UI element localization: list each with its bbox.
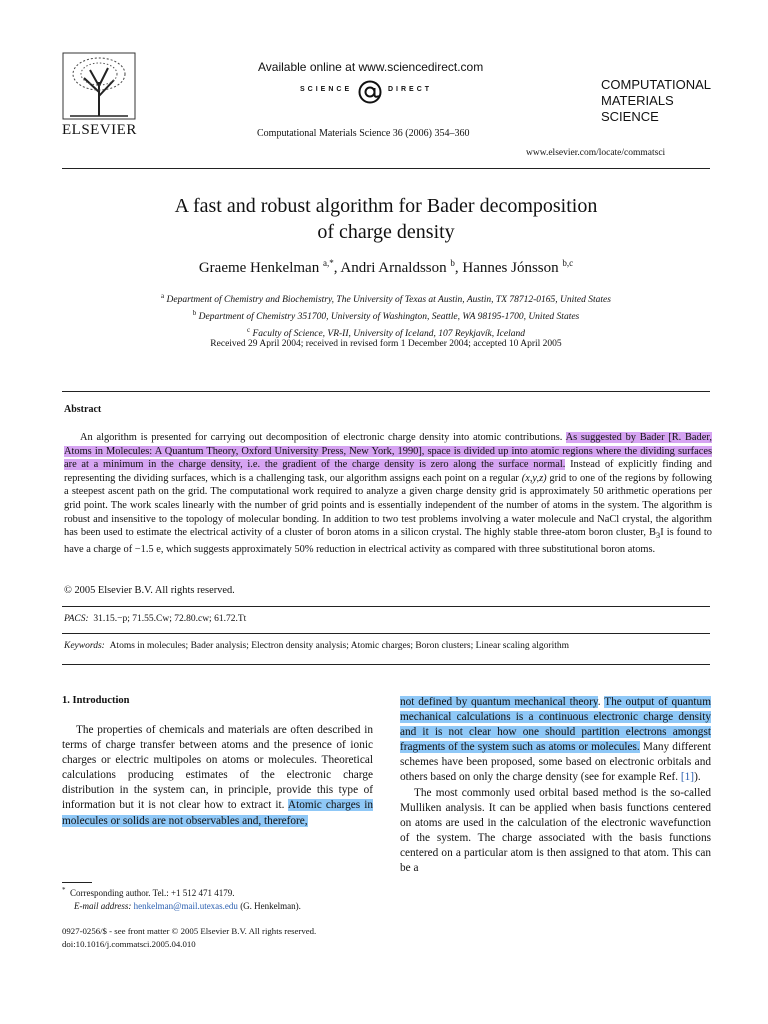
doi-text: doi:10.1016/j.commatsci.2005.04.010 [62,939,196,949]
sciencedirect-logo [300,80,440,104]
author-name: Graeme Henkelman [198,260,320,276]
section-heading-introduction: 1. Introduction [62,695,130,706]
available-online-text: Available online at www.sciencedirect.com [258,60,484,74]
keywords [64,641,569,651]
keywords-values: Atoms in molecules; Bader analysis; Electron density analysis; Atomic charges; Boron clusters; Linear scaling algorithm [109,641,569,651]
text-highlight: not defined by quantum mechanical theory [400,696,598,708]
footnote-line [62,884,382,900]
body-text: ). [694,771,701,784]
title-line: A fast and robust algorithm for Bader decomposition [174,195,598,217]
keywords-divider [62,633,710,634]
text-highlight: Atomic charges in molecules or solids are not observables and, therefore, [62,799,373,827]
journal-name-line: MATERIALS [601,93,674,108]
front-matter-line: 0927-0256/$ - see front matter © 2005 Elsevier B.V. All rights reserved. [62,926,317,936]
publisher-name: ELSEVIER [62,122,137,138]
affiliation-mark: c [247,326,251,335]
affiliation-text: Department of Chemistry 351700, University of Washington, Seattle, WA 98195-1700, United States [198,312,580,323]
grid-symbol: (x,y,z) [521,472,547,484]
abstract-sentence: grid to one of the regions by following a steepest ascent path on the grid. The computational work required to analyze a given charge density grid is approximately 50 arithmetic operations per grid point. The work scales linearly with the number of grid points and is essentially independent of the number of atoms in the system. The algorithm is robust and insensitive to the topology of molecular bonding. In addition to two test problems involving a water molecule and NaCl crystal, the algorithm has been used to estimate the electrical activity of a cluster of boron atoms in a silicon crystal. The highly stable three-atom boron cluster, B [64,472,713,539]
pacs-values: 31.15.−p; 71.55.Cw; 72.80.cw; 61.72.Tt [93,614,247,624]
abstract-sentence: Instead of explicitly finding and representing the dividing surfaces, which is a challenging task, our algorithm assigns each point on a regular [64,459,712,484]
text-highlight: The output of quantum mechanical calculations is a continuous electronic charge density and it is not clear how one should partition electrons amongst fragments of the system such as atoms or molecules. [400,696,711,754]
affiliation-text: Faculty of Science, VR-II, University of Iceland, 107 Reykjavík, Iceland [252,329,525,340]
paragraph: The most commonly used orbital based method is the so-called Mulliken analysis. It can be applied when basis functions centered on atoms are used in the calculation of the electronic wavefunction of the system. The charge associated with the basis functions centered on a particular atom is then assigned to that atom. This can be a [400,786,711,875]
email-link[interactable]: henkelman@mail.utexas.edu [133,901,238,911]
author-separator: , [454,260,463,276]
affiliation-mark: a [161,292,165,300]
author-list [62,258,710,277]
footnote-text: (G. Henkelman). [237,901,301,911]
pacs-codes [64,614,246,624]
abstract-heading: Abstract [64,404,102,415]
footnote-mark: * [62,886,66,894]
footnote-divider [62,882,92,883]
sd-logo-right-text: DIRECT [388,86,433,93]
cluster-subscript: 3 [655,530,661,541]
body-text: . [597,696,605,708]
author-affiliation-mark: b [450,258,455,268]
author-name: Hannes Jónsson [462,260,559,276]
header-divider [62,168,710,169]
reference-link[interactable]: [1] [680,771,695,784]
abstract-sentence: I is found to have a charge of −1.5 e, which suggests approximately 50% reduction in electrical activity as compared with three substitutional boron atoms. [64,527,713,555]
received-dates: Received 29 April 2004; received in revised form 1 December 2004; accepted 10 April 2005 [210,339,562,349]
abstract-sentence: An algorithm is presented for carrying out decomposition of electronic charge density into atomic contributions. [80,432,566,443]
right-column-text [400,695,711,876]
affiliation-mark: b [192,309,197,318]
sd-logo-left-text: SCIENCE [300,86,353,93]
abstract-top-divider [62,391,710,392]
at-sign-icon [356,80,384,104]
author-separator: , [333,260,341,276]
footnote-line [62,900,382,913]
author-name: Andri Arnaldsson [340,260,447,276]
affiliation-text: Department of Chemistry and Biochemistry, The University of Texas at Austin, Austin, TX 78712-0165, United States [166,295,611,306]
affiliation-line [62,290,710,307]
journal-citation: Computational Materials Science 36 (2006) 354–360 [257,128,470,139]
author-affiliation-mark: b,c [562,258,574,268]
journal-name-line: SCIENCE [601,109,659,124]
paragraph [400,695,711,786]
body-text: The properties of chemicals and materials are often described in terms of charge transfer between atoms and the presence of ionic charges or electric multipoles on atoms or molecules. Theoretical calculations producing estimates of the electronic charge distribution in the system can, in principle, provide this type of information but it is not clear how to extract it. [62,724,373,812]
footnote-text: Corresponding author. Tel.: +1 512 471 4179. [70,888,235,898]
journal-name [601,77,711,125]
abstract-highlight: As suggested by Bader [R. Bader, Atoms in Molecules: A Quantum Theory, Oxford University Press, New York, 1990], space is divided up into atomic regions where the dividing surfaces are at a minimum in the charge density, i.e. the gradient of the charge density is zero along the surface normal. [64,432,712,471]
journal-name-line: COMPUTATIONAL [601,77,712,92]
body-text: Many different schemes have been proposed, some based on electronic orbitals and others based on only the charge density (see for example Ref. [400,741,711,784]
left-column-text [62,723,373,829]
journal-website-link[interactable]: www.elsevier.com/locate/commatsci [526,148,666,158]
email-label: E-mail address: [74,901,132,911]
author-affiliation-mark: a,* [322,258,334,268]
title-line: of charge density [317,221,455,243]
abstract-copyright: © 2005 Elsevier B.V. All rights reserved. [64,585,235,596]
paper-title [62,193,710,245]
pacs-label: PACS: [64,614,89,624]
abstract-text [64,431,712,556]
pacs-divider [62,606,710,607]
keywords-label: Keywords: [64,641,105,651]
affiliations [62,290,710,341]
body-divider [62,664,710,665]
corresponding-author-footnote [62,884,382,913]
affiliation-line [62,307,710,324]
elsevier-tree-logo-icon [62,52,136,120]
front-matter-note [62,925,316,951]
